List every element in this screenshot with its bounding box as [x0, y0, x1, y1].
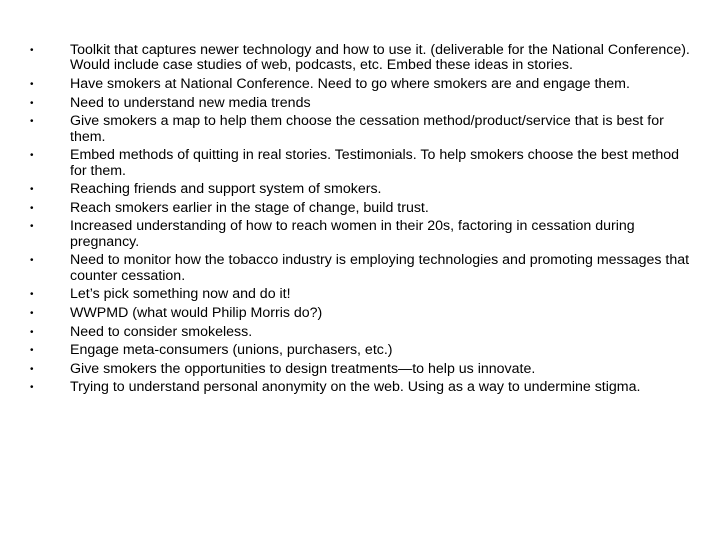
list-item	[30, 343, 690, 358]
bullet-icon: •	[30, 345, 34, 357]
bullet-icon: •	[30, 382, 34, 394]
list-item	[30, 148, 690, 179]
list-item	[30, 380, 690, 395]
list-item	[30, 114, 690, 145]
list-item	[30, 306, 690, 321]
item-text: Give smokers a map to help them choose the cessation method/product/service that is best for them.	[70, 113, 664, 145]
bullet-list	[30, 43, 690, 399]
item-text: Let’s pick something now and do it!	[70, 286, 291, 303]
list-item	[30, 287, 690, 302]
bullet-icon: •	[30, 116, 34, 128]
bullet-icon: •	[30, 255, 34, 267]
item-text: Embed methods of quitting in real stories. Testimonials. To help smokers choose the best method for them.	[70, 147, 680, 179]
bullet-icon: •	[30, 289, 34, 301]
item-text: Toolkit that captures newer technology and how to use it. (deliverable for the National Conference). Would include case studies of web, podcasts, etc. Embed these ideas in stories.	[70, 42, 690, 74]
bullet-icon: •	[30, 202, 34, 214]
bullet-icon: •	[30, 326, 34, 338]
list-item	[30, 43, 690, 74]
list-item	[30, 219, 690, 250]
item-text: Need to monitor how the tobacco industry is employing technologies and promoting messages that counter cessation.	[70, 252, 690, 284]
list-item	[30, 77, 690, 92]
item-text: Increased understanding of how to reach women in their 20s, factoring in cessation during pregnancy.	[70, 218, 635, 250]
item-text: Need to understand new media trends	[70, 94, 311, 111]
list-item	[30, 201, 690, 216]
bullet-icon: •	[30, 45, 34, 56]
list-item	[30, 182, 690, 197]
item-text: Need to consider smokeless.	[70, 323, 253, 340]
item-text: Give smokers the opportunities to design treatments—to help us innovate.	[70, 360, 536, 377]
item-text: Reach smokers earlier in the stage of change, build trust.	[70, 199, 429, 216]
bullet-icon: •	[30, 97, 34, 109]
item-text: WWPMD (what would Philip Morris do?)	[70, 304, 323, 321]
bullet-icon: •	[30, 184, 34, 196]
bullet-icon: •	[30, 221, 34, 233]
item-text: Have smokers at National Conference. Need to go where smokers are and engage them.	[70, 76, 630, 92]
list-item	[30, 325, 690, 340]
list-item	[30, 96, 690, 111]
list-item	[30, 253, 690, 284]
bullet-icon: •	[30, 363, 34, 375]
bullet-icon: •	[30, 79, 34, 90]
list-item	[30, 362, 690, 377]
item-text: Trying to understand personal anonymity on the web. Using as a way to undermine stigma.	[70, 379, 641, 396]
bullet-icon: •	[30, 307, 34, 319]
item-text: Engage meta-consumers (unions, purchasers, etc.)	[70, 342, 393, 359]
item-text: Reaching friends and support system of smokers.	[70, 181, 382, 198]
bullet-icon: •	[30, 150, 34, 162]
